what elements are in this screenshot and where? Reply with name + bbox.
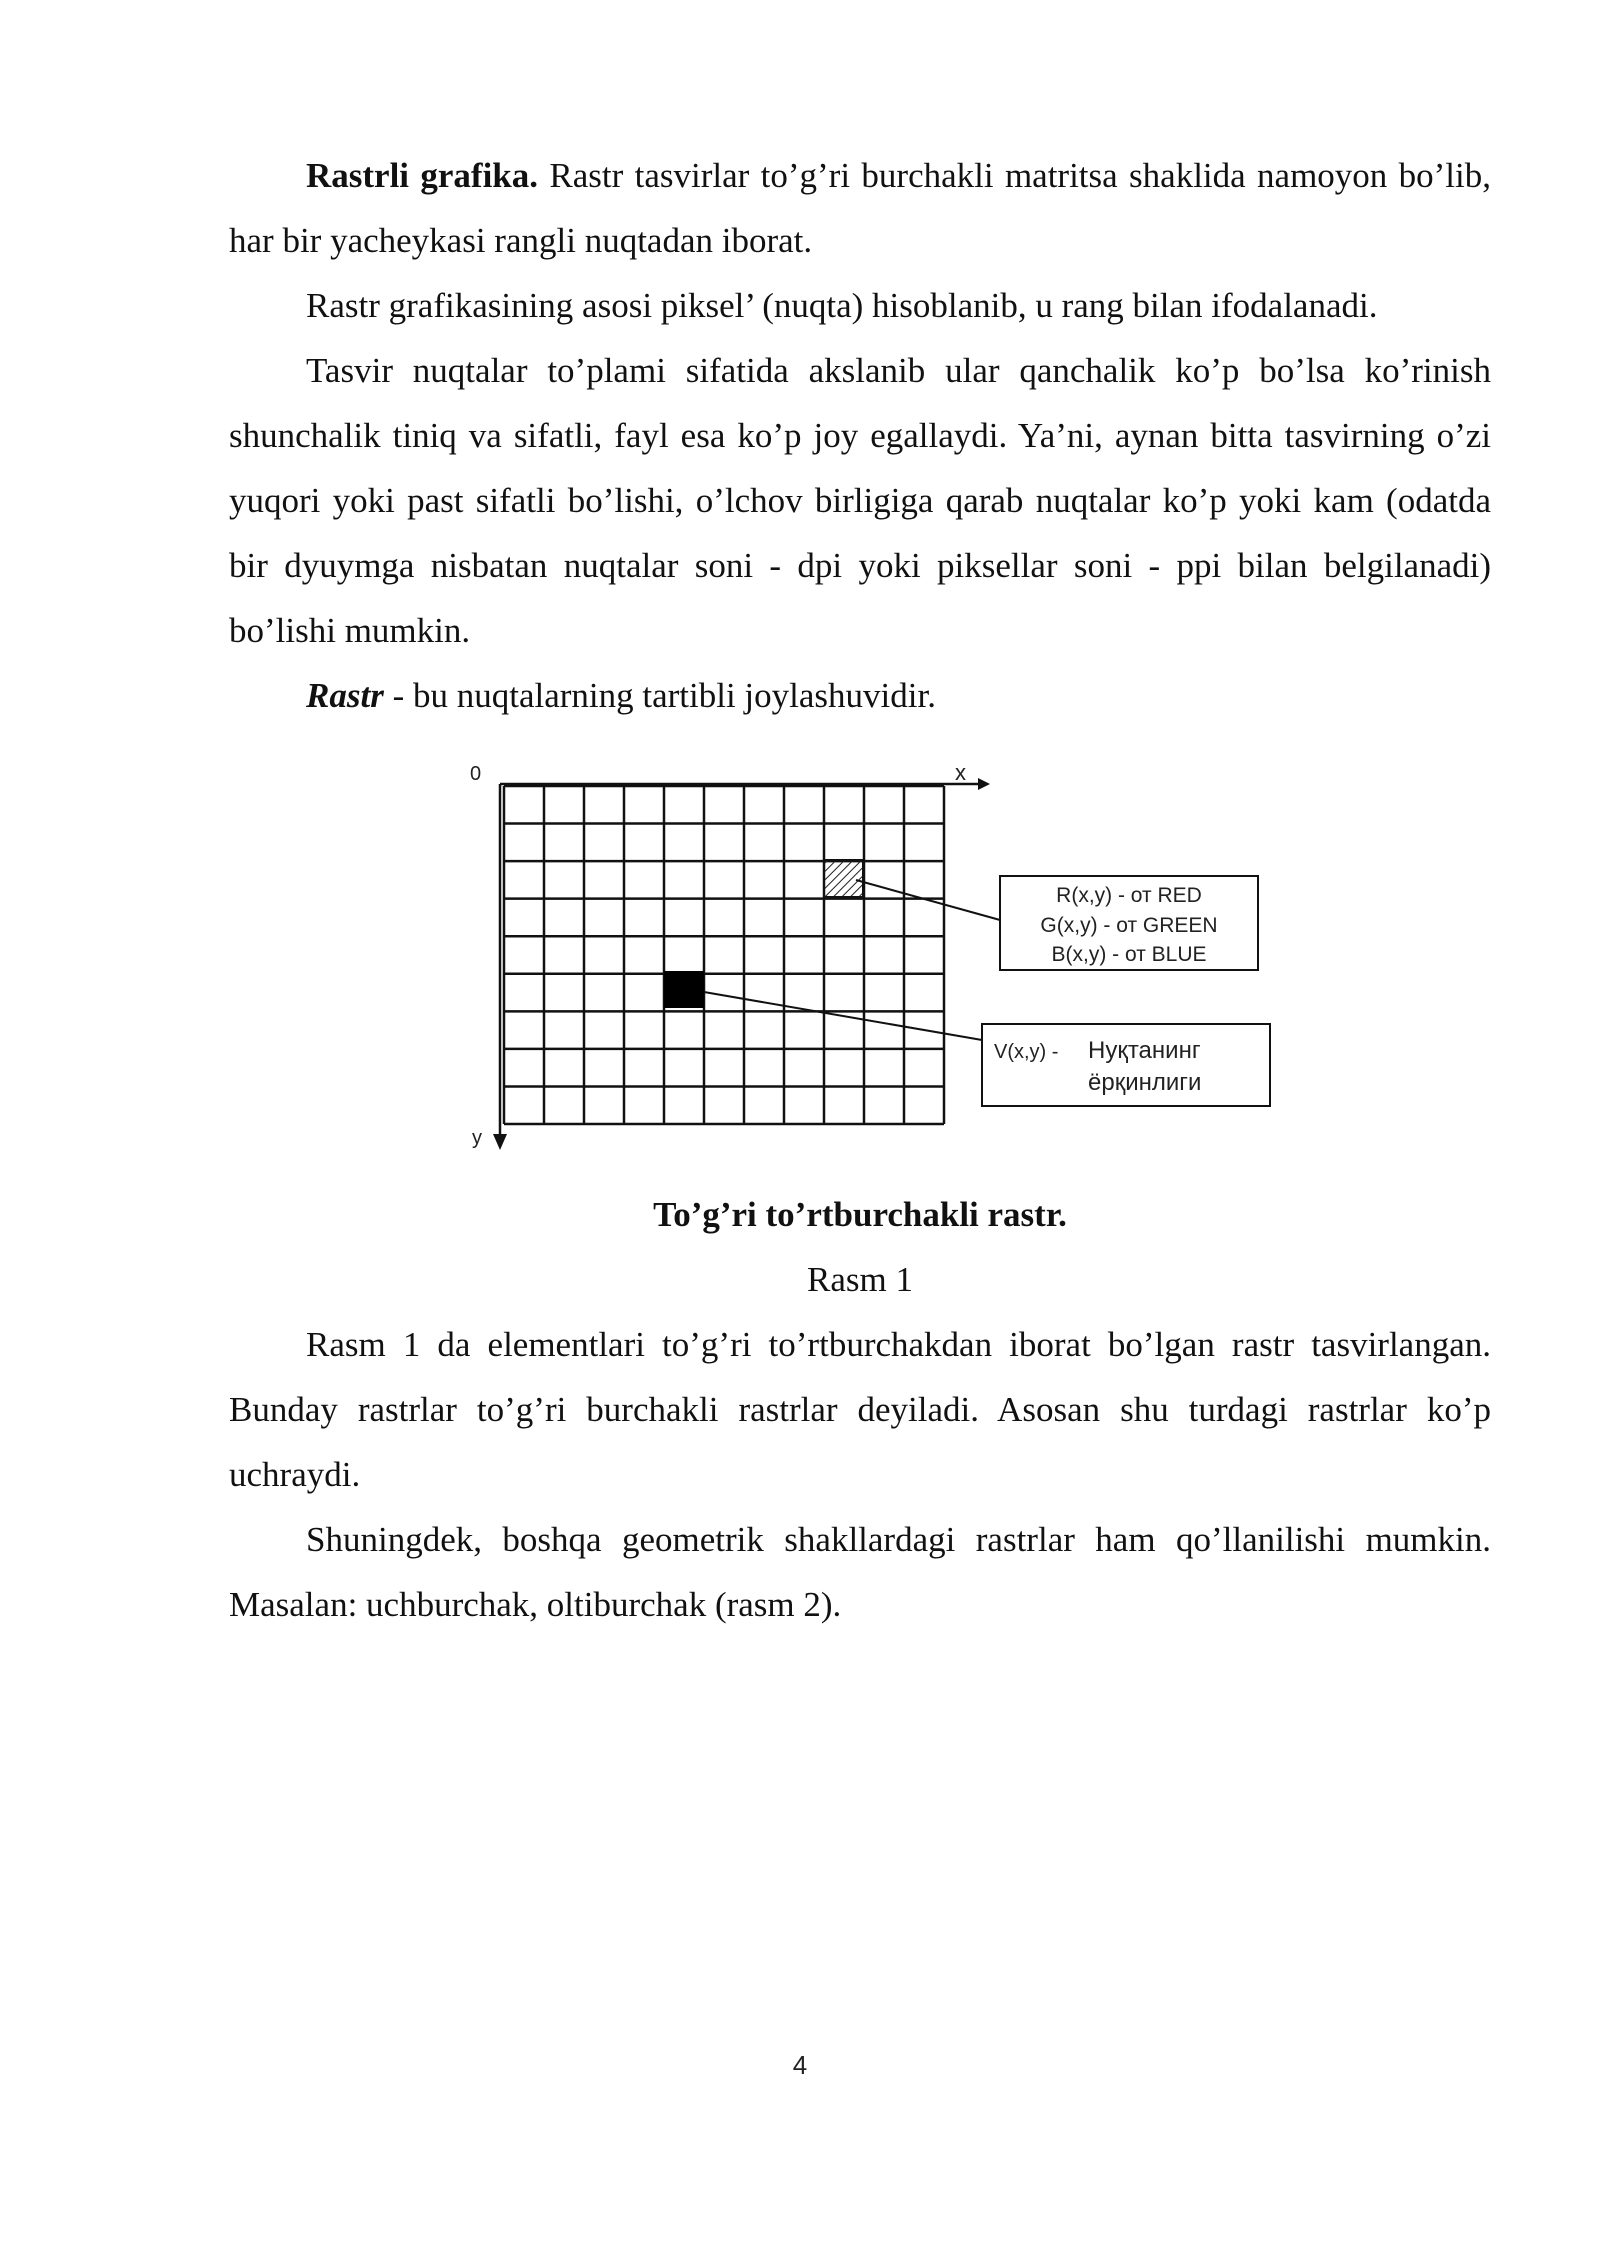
x-axis-label: x — [955, 760, 966, 785]
paragraph-text: Rastr grafikasining asosi piksel’ (nuqta) hisoblanib, u rang bilan ifodalanadi. — [306, 286, 1378, 325]
rgb-line-b: B(x,y) - от BLUE — [1051, 943, 1207, 966]
paragraph-raster-definition — [229, 663, 1491, 728]
paragraph-text: Rasm 1 da elementlari to’g’ri to’rtburchakdan iborat bo’lgan rastr tasvirlangan. Bunday rastrlar to’g’ri burchakli rastrlar deyiladi. Asosan shu turdagi rastrlar ko’p uchraydi. — [229, 1325, 1491, 1494]
paragraph-figure-description — [229, 1312, 1491, 1507]
filled-pixel — [664, 971, 704, 1008]
figure-caption-title: To’g’ri to’rtburchakli rastr. — [653, 1195, 1067, 1234]
x-axis-arrow-icon — [978, 778, 990, 790]
v-box-prefix: V(x,y) - — [994, 1041, 1059, 1063]
paragraph-quality — [229, 338, 1491, 663]
origin-label: 0 — [470, 763, 482, 785]
paragraph-text: Rastr tasvirlar to’g’ri burchakli matritsa shaklida namoyon bo’lib, har bir yacheykasi rangli nuqtadan iborat. — [229, 156, 1491, 260]
raster-grid-figure — [460, 752, 1280, 1172]
paragraph-raster-graphics — [229, 143, 1491, 273]
rgb-line-g: G(x,y) - от GREEN — [1040, 914, 1218, 937]
term-raster: Rastr — [306, 676, 384, 715]
v-box-line-1: Нуқтанинг — [1088, 1037, 1201, 1064]
v-leader-line — [704, 992, 982, 1040]
paragraph-text: - bu nuqtalarning tartibli joylashuvidir. — [383, 676, 936, 715]
figure-caption-number: Rasm 1 — [807, 1260, 913, 1299]
raster-grid — [504, 786, 944, 1124]
paragraph-text: Tasvir nuqtalar to’plami sifatida akslanib ular qanchalik ko’p bo’lsa ko’rinish shunchalik tiniq va sifatli, fayl esa ko’p joy egallaydi. Ya’ni, aynan bitta tasvirning o’zi yuqori yoki past sifatli bo’lishi, o’lchov birligiga qarab nuqtalar ko’p yoki kam (odatda bir dyuymga nisbatan nuqtalar soni - dpi yoki piksellar soni - ppi bilan belgilanadi) bo’lishi mumkin. — [229, 351, 1491, 650]
rgb-leader-line — [856, 880, 1000, 920]
paragraph-text: Shuningdek, boshqa geometrik shakllardagi rastrlar ham qo’llanilishi mumkin. Masalan: uchburchak, oltiburchak (rasm 2). — [229, 1520, 1491, 1624]
page-number: 4 — [792, 2050, 808, 2080]
paragraph-other-shapes — [229, 1507, 1491, 1637]
y-axis-label: y — [472, 1127, 482, 1149]
y-axis-arrow-icon — [493, 1134, 507, 1150]
hatched-pixel — [824, 860, 863, 897]
rgb-line-r: R(x,y) - от RED — [1056, 884, 1202, 907]
v-box-line-2: ёрқинлиги — [1088, 1069, 1202, 1096]
paragraph-heading: Rastrli grafika. — [306, 156, 539, 195]
paragraph-pixel — [229, 273, 1491, 338]
